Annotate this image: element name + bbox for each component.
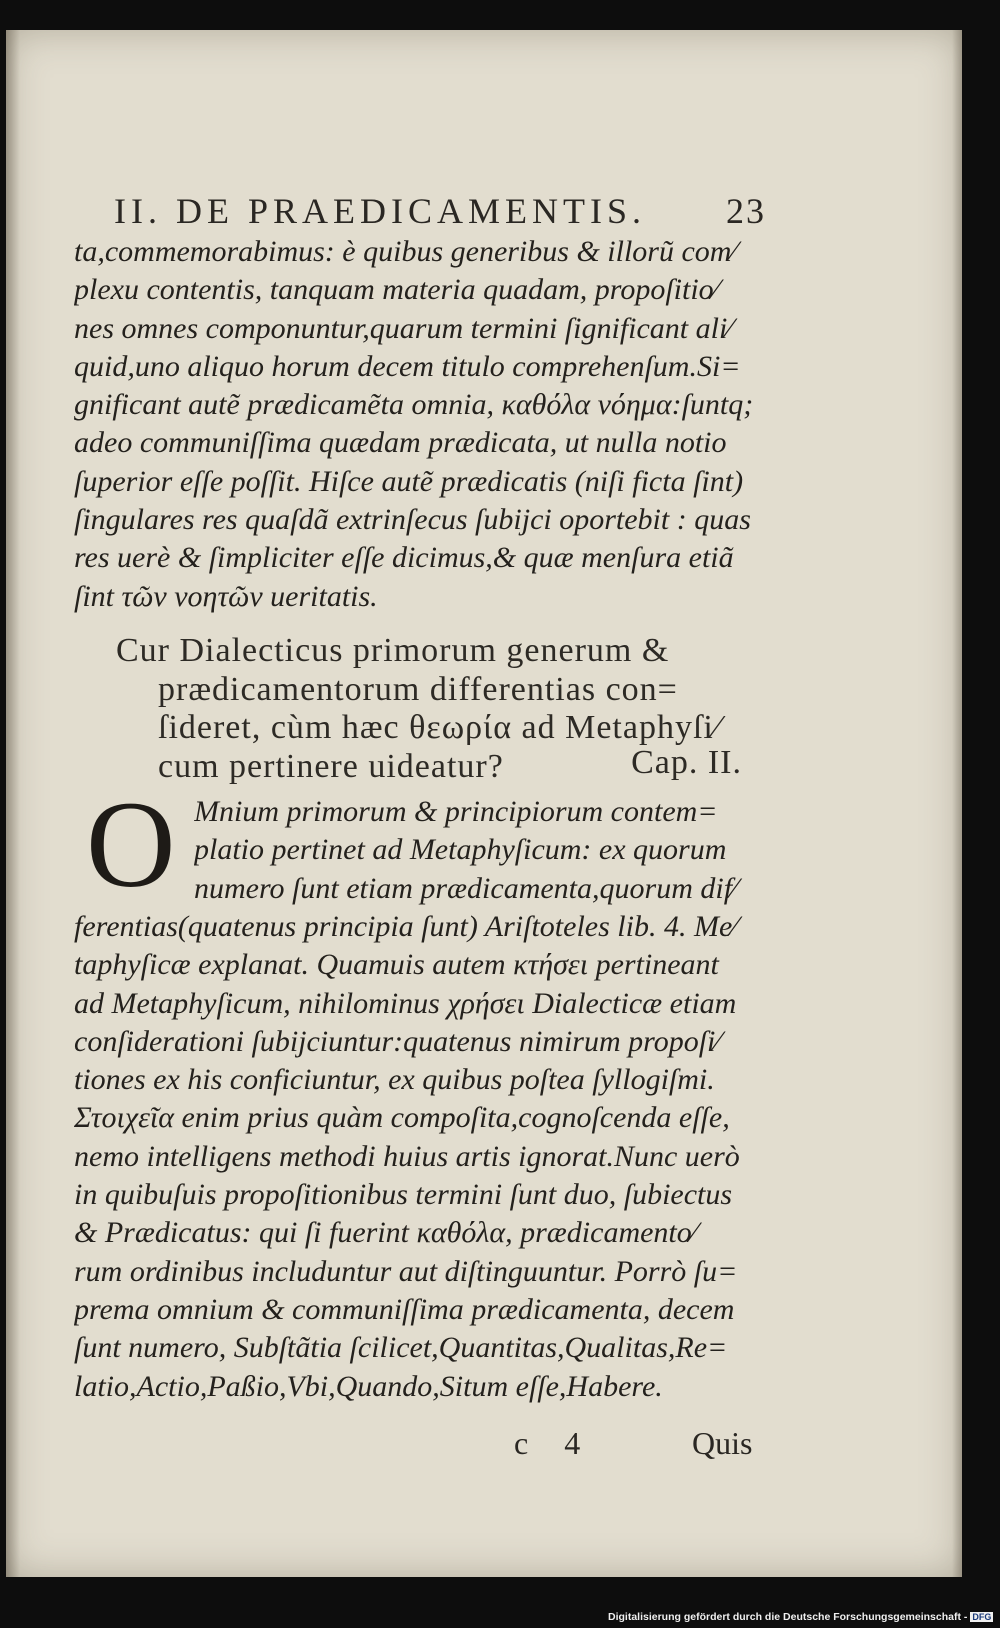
text-line: ferentias(quatenus principia ſunt) Ariſtoteles lib. 4. Me⁄: [74, 910, 738, 943]
text-line: adeo communiſſima quædam prædicata, ut nulla notio: [74, 426, 727, 460]
chapter-heading: [116, 632, 756, 786]
text-line: quid,uno aliquo horum decem titulo comprehenſum.Si=: [74, 349, 741, 383]
text-line: taphyſicæ explanat. Quamuis autem κτήσει pertineant: [74, 948, 719, 982]
text-line: nemo intelligens methodi huius artis ignorat.Nunc uerò: [74, 1139, 740, 1173]
text-line: ta,commemorabimus: è quibus generibus & illorũ com⁄: [74, 235, 737, 268]
text-line: Mnium primorum & principiorum contem=: [194, 795, 718, 828]
paragraph-2-lead: [194, 793, 774, 908]
heading-line: prædicamentorum differentias con=: [158, 670, 678, 708]
heading-line: Cur Dialecticus primorum generum &: [116, 632, 670, 669]
text-line: tiones ex his conficiuntur, ex quibus poſtea ſyllogiſmi.: [74, 1063, 715, 1097]
heading-line: ſideret, cùm hæc θεωρία ad Metaphyſi⁄: [158, 709, 721, 746]
text-line: ſunt numero, Subſtãtia ſcilicet,Quantitas,Qualitas,Re=: [74, 1331, 728, 1365]
text-line: rum ordinibus includuntur aut diſtinguuntur. Porrò ſu=: [74, 1254, 738, 1288]
credit-text: Digitalisierung gefördert durch die Deutsche Forschungsgemeinschaft -: [608, 1611, 968, 1623]
text-line: conſiderationi ſubijciuntur:quatenus nimirum propoſi⁄: [74, 1024, 721, 1058]
text-line: ad Metaphyſicum, nihilominus χρήσει Dialecticæ etiam: [74, 986, 737, 1020]
page-number: 23: [726, 191, 766, 231]
dfg-logo: DFG: [972, 1612, 992, 1622]
text-line: numero ſunt etiam prædicamenta,quorum dif⁄: [194, 871, 738, 905]
text-line: Στοιχεῖα enim prius quàm compoſita,cognoſcenda eſſe,: [74, 1101, 730, 1135]
running-title: II. DE PRAEDICAMENTIS.: [114, 191, 646, 231]
text-line: res uerè & ſimpliciter eſſe dicimus,& quæ menſura etiã: [74, 541, 734, 575]
signature-mark: c 4: [514, 1425, 595, 1461]
page-shadow-right: [952, 30, 962, 1577]
digitization-credit: [608, 1611, 993, 1626]
text-line: & Prædicatus: qui ſi fuerint καθόλα, prædicamento⁄: [74, 1216, 697, 1250]
page-shadow-left: [6, 30, 20, 1577]
text-line: platio pertinet ad Metaphyſicum: ex quorum: [194, 833, 727, 867]
book-page: [6, 30, 962, 1577]
text-line: ſint τῶν νοητῶν ueritatis.: [74, 579, 378, 613]
text-line: in quibuſuis propoſitionibus termini ſunt duo, ſubiectus: [74, 1178, 733, 1212]
text-line: gnificant autẽ prædicamẽta omnia, καθόλα νόημα:ſuntq;: [74, 388, 754, 422]
catchword: Quis: [692, 1425, 753, 1461]
text-line: ſingulares res quaſdã extrinſecus ſubijci oportebit : quas: [74, 503, 751, 537]
text-line: prema omnium & communiſſima prædicamenta, decem: [74, 1292, 735, 1326]
chapter-number: Cap. II.: [631, 744, 742, 781]
text-line: ſuperior eſſe poſſit. Hiſce autẽ prædicatis (niſi ficta ſint): [74, 464, 744, 498]
text-line: nes omnes componuntur,quarum termini ſignificant ali⁄: [74, 311, 733, 345]
drop-cap-initial: O: [86, 776, 176, 913]
heading-line: cum pertinere uideatur?: [158, 747, 504, 785]
running-header: [114, 190, 766, 232]
text-line: plexu contentis, tanquam materia quadam, propoſitio⁄: [74, 273, 719, 307]
paragraph-1: [74, 233, 774, 616]
paragraph-2: [74, 908, 774, 1406]
text-line: latio,Actio,Paßio,Vbi,Quando,Situm eſſe,Habere.: [74, 1369, 663, 1403]
